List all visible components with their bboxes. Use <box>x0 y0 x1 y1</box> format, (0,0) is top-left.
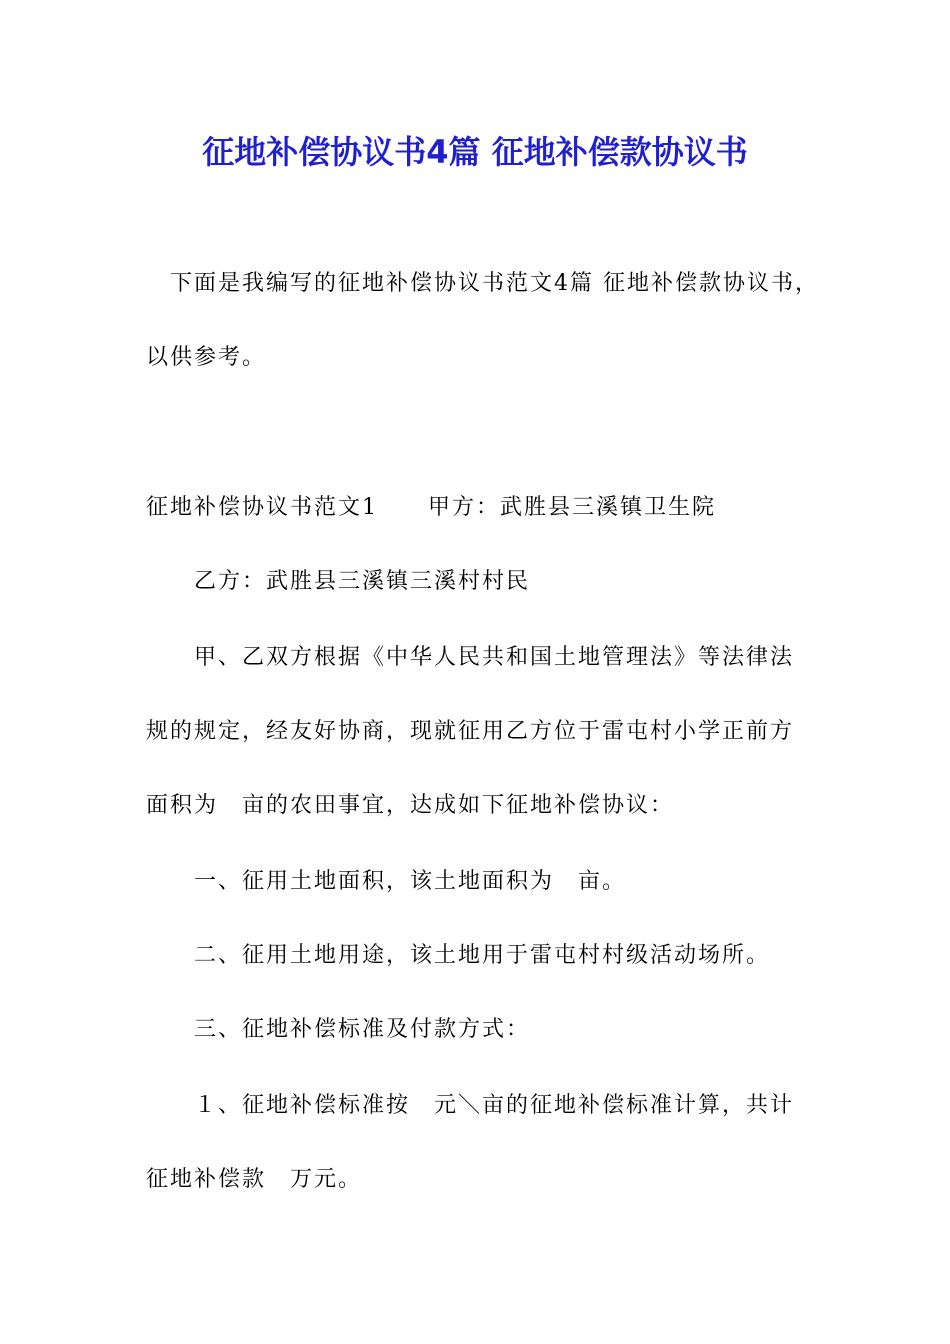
intro-line-1: 下面是我编写的征地补偿协议书范文4篇 征地补偿款协议书， <box>170 271 819 296</box>
party-b: 乙方：武胜县三溪镇三溪村村民 <box>194 569 531 594</box>
paragraph-line-1: 甲、乙双方根据《中华人民共和国土地管理法》等法律法 <box>194 645 795 670</box>
intro-line-2: 以供参考。 <box>146 345 267 370</box>
clause-3: 三、征地补偿标准及付款方式： <box>194 1017 531 1042</box>
clause-3-item-1-line-2: 征地补偿款 万元。 <box>146 1167 363 1192</box>
sample-heading: 征地补偿协议书范文1 <box>146 495 378 520</box>
party-a: 甲方：武胜县三溪镇卫生院 <box>428 495 717 520</box>
section-heading-line <box>146 492 716 524</box>
paragraph-line-3: 面积为 亩的农田事宜，达成如下征地补偿协议： <box>146 793 675 818</box>
clause-1: 一、征用土地面积，该土地面积为 亩。 <box>194 869 627 894</box>
document-title: 征地补偿协议书4篇 征地补偿款协议书 <box>202 133 748 171</box>
clause-2: 二、征用土地用途，该土地用于雷屯村村级活动场所。 <box>194 943 771 968</box>
paragraph-line-2: 规的规定，经友好协商，现就征用乙方位于雷屯村小学正前方 <box>146 719 795 744</box>
clause-3-item-1-line-1: １、征地补偿标准按 元＼亩的征地补偿标准计算，共计 <box>194 1093 795 1118</box>
